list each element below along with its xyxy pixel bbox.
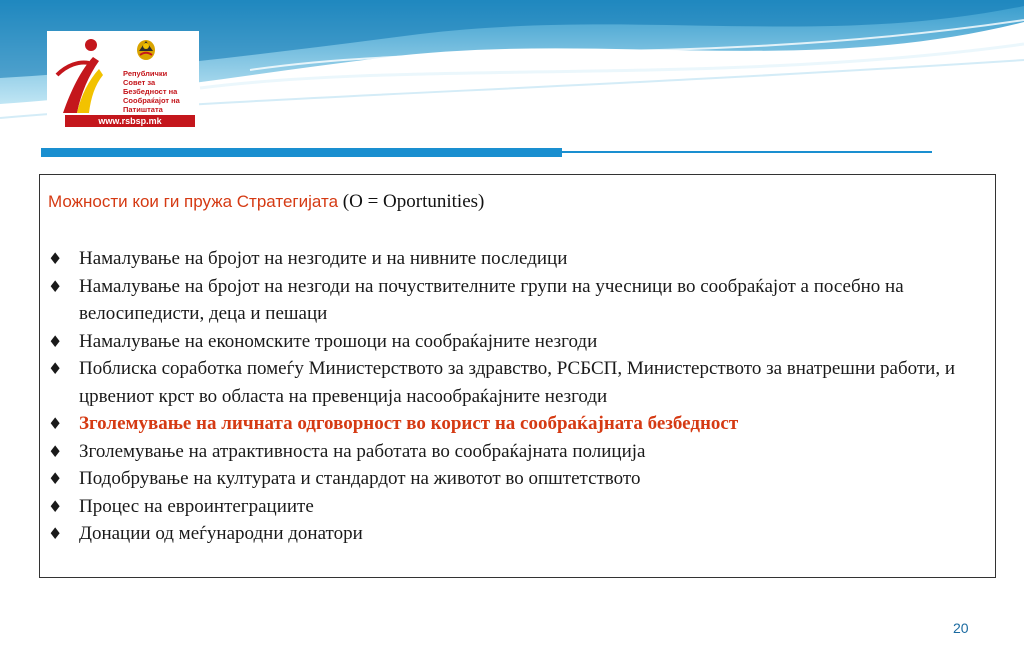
logo-line: Безбедност на <box>123 87 178 96</box>
list-item-text: Зголемување на атрактивноста на работата во сообраќајната полиција <box>79 440 646 462</box>
list-item-highlighted <box>48 410 968 438</box>
logo-url: www.rsbsp.mk <box>65 115 195 127</box>
list-item <box>48 493 968 521</box>
logo-line: Републички <box>123 69 168 78</box>
logo-org-name <box>123 69 203 114</box>
title-divider-thick <box>41 148 562 157</box>
road-runner-logo-icon <box>53 35 113 115</box>
list-item <box>48 438 968 466</box>
list-item-text: Намалување на бројот на незгодите и на нивните последици <box>79 248 568 269</box>
list-item-text: Намалување на бројот на незгоди на почуствителните групи на учесници во сообраќајот а посебно на велосипедисти, деца и пешаци <box>79 275 904 324</box>
list-item <box>48 328 968 356</box>
page-number: 20 <box>953 620 969 636</box>
diamond-bullet-icon: ♦ <box>48 496 63 516</box>
list-item <box>48 465 968 493</box>
logo-line: Совет за <box>123 78 156 87</box>
slide-heading <box>48 191 484 213</box>
list-item <box>48 273 968 328</box>
diamond-bullet-icon: ♦ <box>48 331 63 351</box>
list-item-text: Зголемување на личната одговорност во корист на сообраќајната безбедност <box>79 413 739 434</box>
title-divider-thin <box>562 151 932 153</box>
diamond-bullet-icon: ♦ <box>48 469 63 488</box>
diamond-bullet-icon: ♦ <box>48 441 63 461</box>
heading-sub: (O = Oportunities) <box>342 191 485 212</box>
logo-line: Сообраќајот на <box>123 96 180 105</box>
list-item-text: Намалување на економските трошоци на сообраќајните незгоди <box>79 330 598 352</box>
list-item <box>48 520 968 548</box>
heading-main: Можности кои ги пружа Стратегијата <box>48 192 339 211</box>
diamond-bullet-icon: ♦ <box>48 414 63 433</box>
organization-logo <box>47 31 199 132</box>
coat-of-arms-icon <box>135 37 157 61</box>
list-item-text: Поблиска соработка помеѓу Министерството за здравство, РСБСП, Министерството за внатрешни работи, и црвениот крст во областа на превенција насообраќајните незгоди <box>79 358 956 407</box>
opportunities-list <box>48 245 968 548</box>
diamond-bullet-icon: ♦ <box>48 359 63 378</box>
list-item <box>48 355 968 410</box>
diamond-bullet-icon: ♦ <box>48 276 63 296</box>
list-item-text: Процес на евроинтеграциите <box>79 495 314 517</box>
diamond-bullet-icon: ♦ <box>48 249 63 268</box>
logo-line: Патиштата <box>123 105 163 114</box>
list-item-text: Донации од меѓународни донатори <box>79 523 363 544</box>
list-item-text: Подобрување на културата и стандардот на животот во општетството <box>79 468 641 489</box>
diamond-bullet-icon: ♦ <box>48 524 63 543</box>
list-item <box>48 245 968 273</box>
